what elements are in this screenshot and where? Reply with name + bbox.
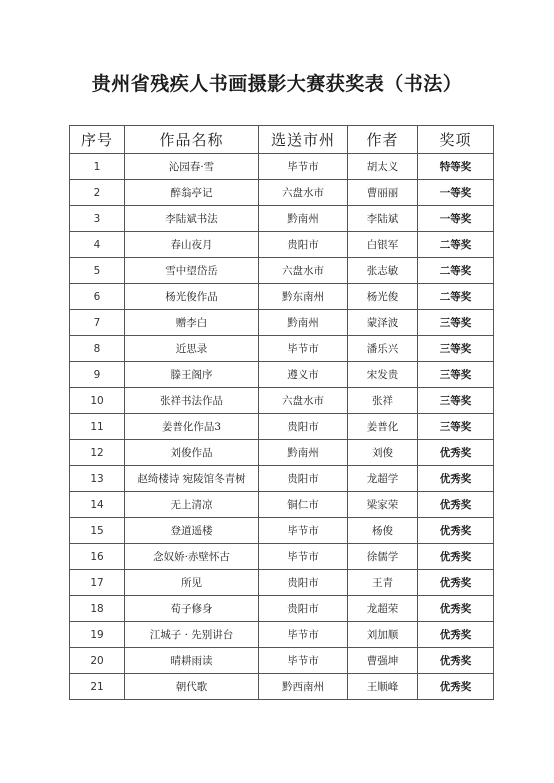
cell-work-name: 李陆斌书法 bbox=[125, 206, 259, 232]
table-row bbox=[70, 284, 494, 310]
cell-region: 毕节市 bbox=[259, 336, 348, 362]
cell-author: 姜普化 bbox=[348, 414, 418, 440]
cell-author: 王青 bbox=[348, 570, 418, 596]
cell-award: 三等奖 bbox=[418, 336, 494, 362]
cell-index: 18 bbox=[70, 596, 125, 622]
cell-author: 龙超荣 bbox=[348, 596, 418, 622]
cell-region: 贵阳市 bbox=[259, 466, 348, 492]
cell-index: 15 bbox=[70, 518, 125, 544]
cell-work-name: 江城子 · 先别讲台 bbox=[125, 622, 259, 648]
table-row bbox=[70, 466, 494, 492]
cell-region: 六盘水市 bbox=[259, 258, 348, 284]
cell-index: 2 bbox=[70, 180, 125, 206]
table-row bbox=[70, 544, 494, 570]
cell-author: 白银军 bbox=[348, 232, 418, 258]
cell-work-name: 赵绮楼诗 宛陵馆冬青树 bbox=[125, 466, 259, 492]
cell-author: 曹丽丽 bbox=[348, 180, 418, 206]
table-row bbox=[70, 310, 494, 336]
cell-index: 20 bbox=[70, 648, 125, 674]
cell-work-name: 无上清凉 bbox=[125, 492, 259, 518]
cell-award: 优秀奖 bbox=[418, 518, 494, 544]
cell-work-name: 滕王阁序 bbox=[125, 362, 259, 388]
cell-work-name: 刘俊作品 bbox=[125, 440, 259, 466]
cell-award: 二等奖 bbox=[418, 232, 494, 258]
cell-author: 张祥 bbox=[348, 388, 418, 414]
cell-award: 二等奖 bbox=[418, 284, 494, 310]
cell-region: 毕节市 bbox=[259, 518, 348, 544]
cell-work-name: 雪中望岱岳 bbox=[125, 258, 259, 284]
cell-index: 14 bbox=[70, 492, 125, 518]
cell-region: 六盘水市 bbox=[259, 388, 348, 414]
cell-work-name: 赠李白 bbox=[125, 310, 259, 336]
cell-index: 4 bbox=[70, 232, 125, 258]
cell-index: 11 bbox=[70, 414, 125, 440]
awards-table bbox=[69, 125, 494, 700]
table-row bbox=[70, 492, 494, 518]
cell-work-name: 张祥书法作品 bbox=[125, 388, 259, 414]
cell-region: 毕节市 bbox=[259, 544, 348, 570]
cell-award: 优秀奖 bbox=[418, 492, 494, 518]
cell-region: 毕节市 bbox=[259, 648, 348, 674]
cell-award: 一等奖 bbox=[418, 206, 494, 232]
table-row bbox=[70, 180, 494, 206]
cell-region: 黔南州 bbox=[259, 440, 348, 466]
cell-award: 三等奖 bbox=[418, 310, 494, 336]
cell-author: 龙超学 bbox=[348, 466, 418, 492]
cell-index: 17 bbox=[70, 570, 125, 596]
table-row bbox=[70, 518, 494, 544]
cell-author: 张志敏 bbox=[348, 258, 418, 284]
cell-author: 宋发贵 bbox=[348, 362, 418, 388]
cell-award: 三等奖 bbox=[418, 414, 494, 440]
table-row bbox=[70, 440, 494, 466]
cell-region: 毕节市 bbox=[259, 154, 348, 180]
cell-region: 遵义市 bbox=[259, 362, 348, 388]
cell-work-name: 姜普化作品3 bbox=[125, 414, 259, 440]
cell-work-name: 近思录 bbox=[125, 336, 259, 362]
cell-work-name: 登道遥楼 bbox=[125, 518, 259, 544]
table-row bbox=[70, 232, 494, 258]
cell-award: 三等奖 bbox=[418, 362, 494, 388]
header-region: 选送市州 bbox=[259, 126, 348, 154]
header-work-name: 作品名称 bbox=[125, 126, 259, 154]
table-header-row bbox=[70, 126, 494, 154]
cell-award: 一等奖 bbox=[418, 180, 494, 206]
cell-author: 蒙泽波 bbox=[348, 310, 418, 336]
cell-award: 优秀奖 bbox=[418, 622, 494, 648]
cell-region: 黔南州 bbox=[259, 310, 348, 336]
cell-region: 贵阳市 bbox=[259, 414, 348, 440]
cell-index: 9 bbox=[70, 362, 125, 388]
cell-author: 李陆斌 bbox=[348, 206, 418, 232]
table-row bbox=[70, 154, 494, 180]
table-row bbox=[70, 414, 494, 440]
table-row bbox=[70, 206, 494, 232]
table-row bbox=[70, 362, 494, 388]
cell-work-name: 念奴娇·赤壁怀古 bbox=[125, 544, 259, 570]
cell-index: 10 bbox=[70, 388, 125, 414]
cell-work-name: 醉翁亭记 bbox=[125, 180, 259, 206]
cell-index: 21 bbox=[70, 674, 125, 700]
cell-region: 黔西南州 bbox=[259, 674, 348, 700]
cell-index: 12 bbox=[70, 440, 125, 466]
document-title: 贵州省残疾人书画摄影大赛获奖表（书法） bbox=[91, 73, 463, 95]
cell-author: 胡太义 bbox=[348, 154, 418, 180]
cell-index: 19 bbox=[70, 622, 125, 648]
cell-author: 徐儒学 bbox=[348, 544, 418, 570]
cell-region: 六盘水市 bbox=[259, 180, 348, 206]
cell-work-name: 沁园春·雪 bbox=[125, 154, 259, 180]
cell-author: 刘俊 bbox=[348, 440, 418, 466]
cell-work-name: 朝代歌 bbox=[125, 674, 259, 700]
cell-award: 优秀奖 bbox=[418, 648, 494, 674]
cell-author: 刘加顺 bbox=[348, 622, 418, 648]
cell-award: 特等奖 bbox=[418, 154, 494, 180]
cell-award: 优秀奖 bbox=[418, 466, 494, 492]
cell-author: 潘乐兴 bbox=[348, 336, 418, 362]
table-row bbox=[70, 570, 494, 596]
cell-author: 杨光俊 bbox=[348, 284, 418, 310]
cell-index: 1 bbox=[70, 154, 125, 180]
cell-index: 6 bbox=[70, 284, 125, 310]
cell-work-name: 晴耕雨读 bbox=[125, 648, 259, 674]
cell-author: 杨俊 bbox=[348, 518, 418, 544]
table-row bbox=[70, 336, 494, 362]
cell-index: 16 bbox=[70, 544, 125, 570]
cell-work-name: 春山夜月 bbox=[125, 232, 259, 258]
cell-work-name: 所见 bbox=[125, 570, 259, 596]
cell-award: 优秀奖 bbox=[418, 544, 494, 570]
cell-region: 贵阳市 bbox=[259, 570, 348, 596]
cell-author: 梁家荣 bbox=[348, 492, 418, 518]
cell-award: 优秀奖 bbox=[418, 674, 494, 700]
table-row bbox=[70, 674, 494, 700]
cell-index: 7 bbox=[70, 310, 125, 336]
header-author: 作者 bbox=[348, 126, 418, 154]
cell-award: 优秀奖 bbox=[418, 570, 494, 596]
cell-index: 5 bbox=[70, 258, 125, 284]
cell-award: 优秀奖 bbox=[418, 596, 494, 622]
cell-index: 13 bbox=[70, 466, 125, 492]
cell-region: 贵阳市 bbox=[259, 232, 348, 258]
table-row bbox=[70, 648, 494, 674]
cell-work-name: 荀子修身 bbox=[125, 596, 259, 622]
cell-work-name: 杨光俊作品 bbox=[125, 284, 259, 310]
cell-index: 8 bbox=[70, 336, 125, 362]
table-row bbox=[70, 622, 494, 648]
cell-award: 优秀奖 bbox=[418, 440, 494, 466]
cell-award: 三等奖 bbox=[418, 388, 494, 414]
table-row bbox=[70, 258, 494, 284]
cell-author: 王顺峰 bbox=[348, 674, 418, 700]
table-body bbox=[70, 154, 494, 700]
cell-region: 黔南州 bbox=[259, 206, 348, 232]
table-row bbox=[70, 596, 494, 622]
cell-author: 曹强坤 bbox=[348, 648, 418, 674]
cell-index: 3 bbox=[70, 206, 125, 232]
cell-region: 毕节市 bbox=[259, 622, 348, 648]
cell-award: 二等奖 bbox=[418, 258, 494, 284]
cell-region: 贵阳市 bbox=[259, 596, 348, 622]
cell-region: 铜仁市 bbox=[259, 492, 348, 518]
header-index: 序号 bbox=[70, 126, 125, 154]
table-row bbox=[70, 388, 494, 414]
cell-region: 黔东南州 bbox=[259, 284, 348, 310]
header-award: 奖项 bbox=[418, 126, 494, 154]
